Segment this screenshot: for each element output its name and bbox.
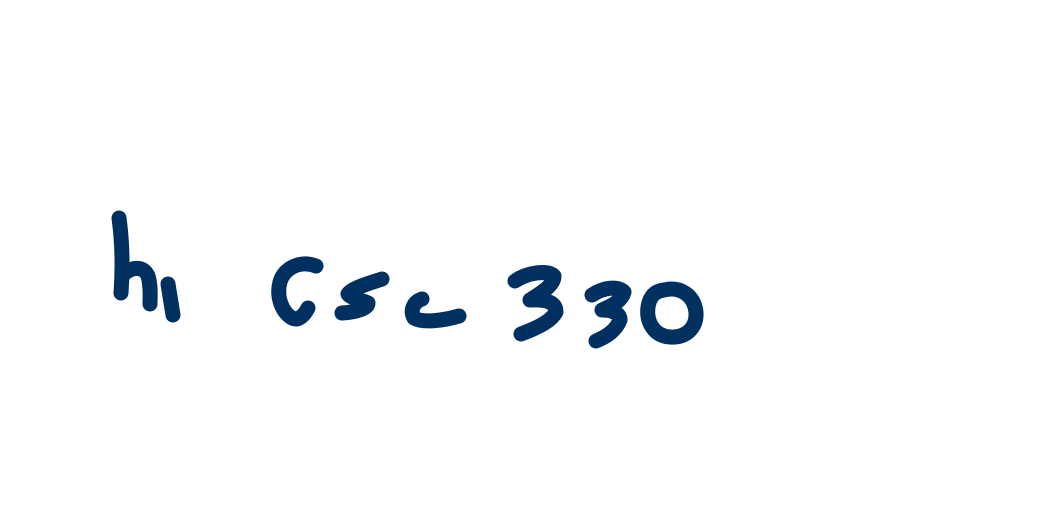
stroke-i-stem: [168, 284, 173, 315]
stroke-3b: [592, 288, 624, 341]
stroke-0: [648, 289, 696, 337]
handwritten-word-csc: [279, 264, 459, 321]
stroke-c1: [279, 264, 316, 319]
handwritten-word-hi: [119, 218, 173, 315]
stroke-s: [342, 279, 382, 313]
handwritten-number-330: [515, 273, 696, 341]
stroke-c2: [412, 299, 459, 321]
stroke-3a: [515, 273, 556, 334]
